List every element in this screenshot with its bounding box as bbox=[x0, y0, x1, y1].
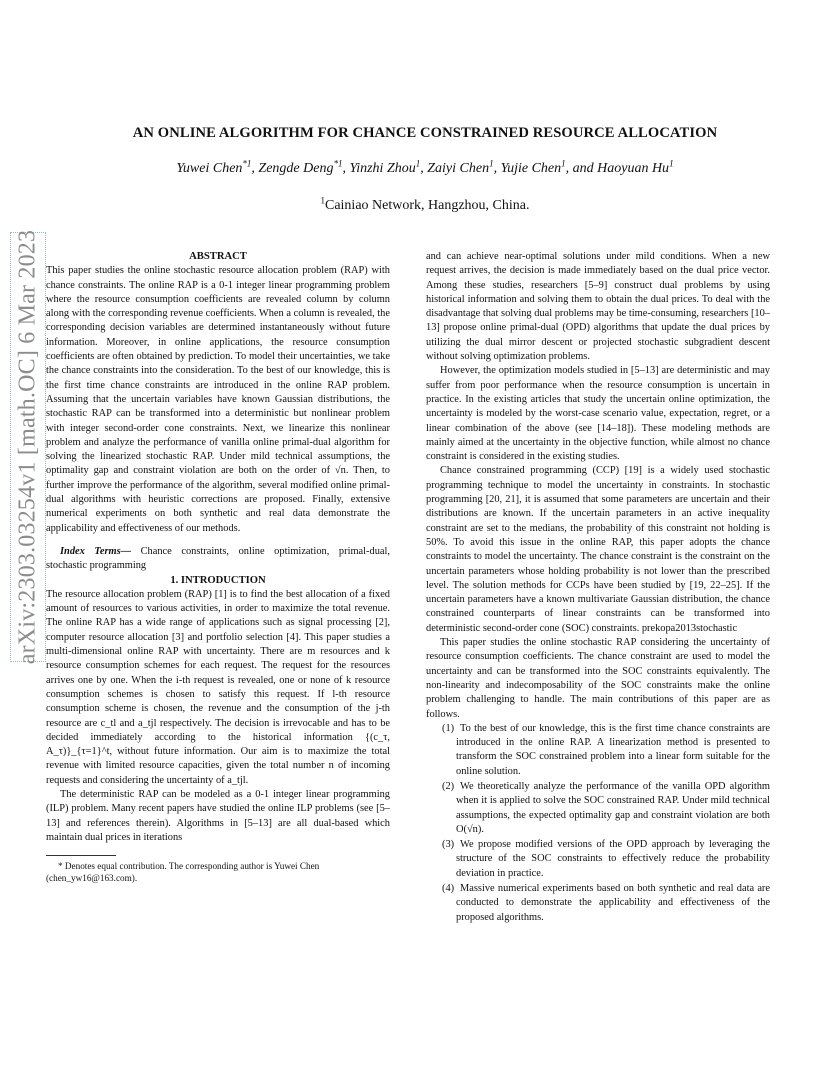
author-mark: 1 bbox=[669, 158, 674, 169]
footnote-line-1: * Denotes equal contribution. The corresponding author is Yuwei Chen bbox=[58, 861, 320, 872]
abstract-heading: ABSTRACT bbox=[189, 251, 247, 262]
author-mark: *1 bbox=[333, 158, 343, 169]
paper-title: AN ONLINE ALGORITHM FOR CHANCE CONSTRAINED RESOURCE ALLOCATION bbox=[132, 125, 718, 141]
abstract-body: This paper studies the online stochastic resource allocation problem (RAP) with chance constraints. The online RAP is a 0-1 integer linear programming problem where the resource consumption coefficients are revealed column by column along with the corresponding revenue coefficients. When a column is revealed, the corresponding decision variables are determined instantaneously without future information. Moreover, in online applications, the resource consumption coefficients are often obtained by prediction. To model their uncertainties, we take the chance constraints into the consideration. To the best of our knowledge, this is the first time chance constraints are introduced in the online RAP problem. Assuming that the uncertain variables have known Gaussian distributions, the stochastic RAP can be transformed into a deterministic but nonlinear problem with integer second-order cone constraints. Next, we linearize this nonlinear problem and analyze the performance of vanilla online primal-dual algorithm for solving the linearized stochastic RAP. Under mild technical assumptions, the optimality gap and constraint violation are both on the order of √n. Then, to further improve the performance of the algorithm, several modified online primal-dual algorithms with heuristic corrections are proposed. Finally, extensive numerical experiments on both synthetic and real data demonstrate the applicability and effectiveness of our methods. bbox=[46, 265, 390, 534]
footnote-line-2: (chen_yw16@163.com). bbox=[46, 873, 138, 884]
right-paragraph-3: Chance constrained programming (CCP) [19] is a widely used stochastic programming technique to model the uncertainty in constraints. In stochastic programming [20, 21], it is assumed that some parameters are uncertain and their distributions are known. If the uncertain parameters in an active inequality constraint are set to the medians, the probability of this constraint not holding is 50%. To avoid this issue in the online RAP, this paper adopts the chance constraints to model the uncertainty. The chance constraint is the constraint on the uncertain parameters whose holding probability is not lower than the prescribed level. The solution methods for CCPs have been studied by [19, 22–25]. If the uncertain parameters have a known multivariate Gaussian distribution, the chance constrained counterparts of linear constraints can be transformed into deterministic second-order cone (SOC) constraints. prekopa2013stochastic bbox=[426, 465, 770, 634]
author-mark: *1 bbox=[242, 158, 252, 169]
right-column bbox=[426, 250, 770, 926]
author-sep: , bbox=[493, 161, 501, 176]
author-name: Yinzhi Zhou bbox=[349, 161, 416, 176]
list-item-text: We theoretically analyze the performance of the vanilla OPD algorithm when it is applied to solve the SOC constrained RAP. Under mild technical assumptions, the expected optimality gap and constraint violation are both O(√n). bbox=[456, 780, 770, 835]
author-sep: , bbox=[251, 161, 259, 176]
author-and: , and bbox=[565, 161, 598, 176]
index-terms-label: Index Terms— bbox=[60, 545, 131, 557]
left-column bbox=[46, 250, 390, 884]
right-paragraph-2: However, the optimization models studied in [5–13] are deterministic and may suffer from poor performance when the resource consumption is uncertain in practice. In the existing articles that study the uncertain online optimization, the uncertainty is modeled by the worst-case scenario value, expectation, regret, or a linear combination of the above (see [14–18]). These modeling methods are mainly aimed at the uncertainty in the objective function, while almost no chance constraint is considered in the existing studies. bbox=[426, 365, 770, 463]
list-item bbox=[442, 780, 770, 837]
index-terms bbox=[46, 545, 390, 574]
author-name: Zaiyi Chen bbox=[427, 161, 490, 176]
author-mark: 1 bbox=[415, 158, 421, 169]
introduction-heading: 1. INTRODUCTION bbox=[170, 574, 266, 586]
index-terms-text: Chance constraints, online optimization, primal-dual, stochastic programming bbox=[46, 545, 390, 572]
list-item bbox=[442, 838, 770, 881]
list-item bbox=[442, 722, 770, 779]
list-item-number: (1) bbox=[442, 722, 455, 734]
affiliation-text: Cainiao Network, Hangzhou, China. bbox=[324, 198, 530, 213]
author-mark: 1 bbox=[489, 158, 494, 169]
author-name: Yujie Chen bbox=[500, 161, 562, 176]
footnote-rule bbox=[46, 855, 116, 856]
list-item-text: We propose modified versions of the OPD approach by leveraging the structure of the SOC constraints to effectively reduce the probability deviation in practice. bbox=[456, 839, 770, 879]
author-mark: 1 bbox=[561, 158, 566, 169]
author-sep: , bbox=[420, 161, 428, 176]
list-item bbox=[442, 882, 770, 925]
affiliation-mark: 1 bbox=[320, 195, 325, 206]
list-item-number: (4) bbox=[442, 883, 455, 895]
affiliation bbox=[60, 195, 790, 214]
author-sep: , bbox=[342, 161, 350, 176]
right-paragraph-4: This paper studies the online stochastic RAP considering the uncertainty of resource consumption coefficients. The chance constraint are used to model the uncertainty and can be transformed into the SOC constraints equivalently. The non-linearity and indecomposability of the SOC constraints make the online problem challenging to handle. The main contributions of this paper are as follows. bbox=[426, 637, 770, 720]
intro-paragraph-1: The resource allocation problem (RAP) [1] is to find the best allocation of a fixed amount of resources to various activities, in order to maximize the total revenue. The online RAP has a wide range of applications such as signal processing [2], computer resource allocation [3] and portfolio selection [4]. This paper studies a multi-dimensional online RAP with uncertainty. There are m resources and k resource consumption schemes for each request. The request for the resources arrives one by one. When the i-th request is revealed, one or none of k resource consumption schemes is chosen to satisfy this request. If l-th resource consumption scheme is chosen, the revenue and the consumption of the j-th resource are c_tl and a_tjl respectively. The decision is irrevocable and has to be decided immediately according to the historical information {(c_τ, A_τ)}_{τ=1}^t, without future information. Our aim is to maximize the total revenue with limited resource capacities, given the total number n of incoming requests and considering the uncertainty of a_tjl. bbox=[46, 588, 390, 786]
list-item-number: (3) bbox=[442, 839, 455, 851]
list-item-number: (2) bbox=[442, 780, 455, 792]
contributions-list bbox=[426, 722, 770, 925]
author-name: Haoyuan Hu bbox=[597, 161, 670, 176]
author-name: Zengde Deng bbox=[258, 161, 334, 176]
right-paragraph-1: and can achieve near-optimal solutions under mild conditions. When a new request arrives, the decision is made immediately based on the dual price vector. Among these studies, researchers [5–9] construct dual problems by using historical information and solving them to obtain the dual prices. To deal with the disadvantage that solving dual problems may be time-consuming, researchers [10–13] propose online primal-dual (OPD) algorithms that update the dual prices by utilizing the dual mirror descent or projected stochastic subgradient descent without solving optimization problems. bbox=[426, 251, 770, 363]
list-item-text: To the best of our knowledge, this is the first time chance constraints are introduced in the online RAP. A linearization method is presented to transform the SOC constrained problem into a linear form suitable for the online solution. bbox=[456, 722, 770, 777]
arxiv-identifier: arXiv:2303.03254v1 [math.OC] 6 Mar 2023 bbox=[14, 229, 41, 665]
author-name: Yuwei Chen bbox=[176, 161, 243, 176]
list-item-text: Massive numerical experiments based on both synthetic and real data are conducted to demonstrate the applicability and effectiveness of the proposed algorithms. bbox=[456, 883, 770, 923]
intro-paragraph-2: The deterministic RAP can be modeled as a 0-1 integer linear programming (ILP) problem. Many recent papers have studied the online ILP problems (see [5–13] and references therein). Algorithms in [5–13] are all dual-based which maintain dual prices in iterations bbox=[46, 788, 390, 843]
author-list bbox=[60, 158, 790, 177]
